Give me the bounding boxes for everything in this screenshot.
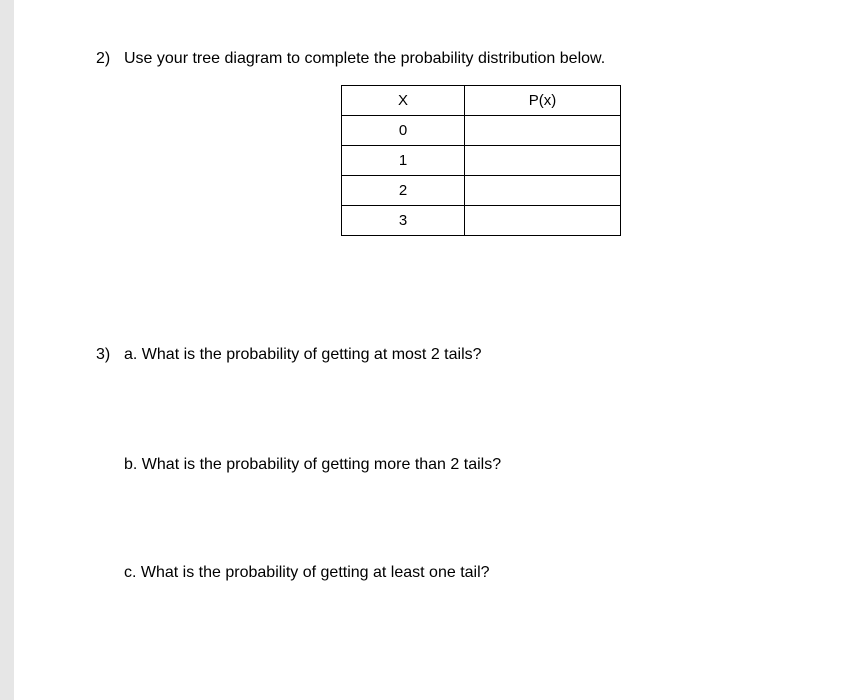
header-x: X [342,86,465,116]
cell-x: 0 [342,116,465,146]
question-2 [96,49,605,69]
question-2-number: 2) [96,50,111,67]
header-px: P(x) [465,86,621,116]
question-3c-text: c. What is the probability of getting at least one tail? [124,564,490,581]
probability-distribution-table [341,85,621,236]
question-3a-text: a. What is the probability of getting at most 2 tails? [124,346,482,363]
cell-px [465,176,621,206]
question-2-text: Use your tree diagram to complete the probability distribution below. [124,50,606,67]
question-3b-text: b. What is the probability of getting more than 2 tails? [124,456,502,473]
question-3a [96,345,482,365]
question-3c [124,563,490,583]
table-row [342,176,621,206]
cell-x: 3 [342,206,465,236]
question-3-number: 3) [96,346,111,363]
question-3b [124,455,501,475]
table-header-row [342,86,621,116]
document-page [14,0,868,700]
table-row [342,146,621,176]
cell-px [465,206,621,236]
cell-x: 2 [342,176,465,206]
cell-px [465,146,621,176]
cell-px [465,116,621,146]
cell-x: 1 [342,146,465,176]
table-row [342,116,621,146]
table-row [342,206,621,236]
